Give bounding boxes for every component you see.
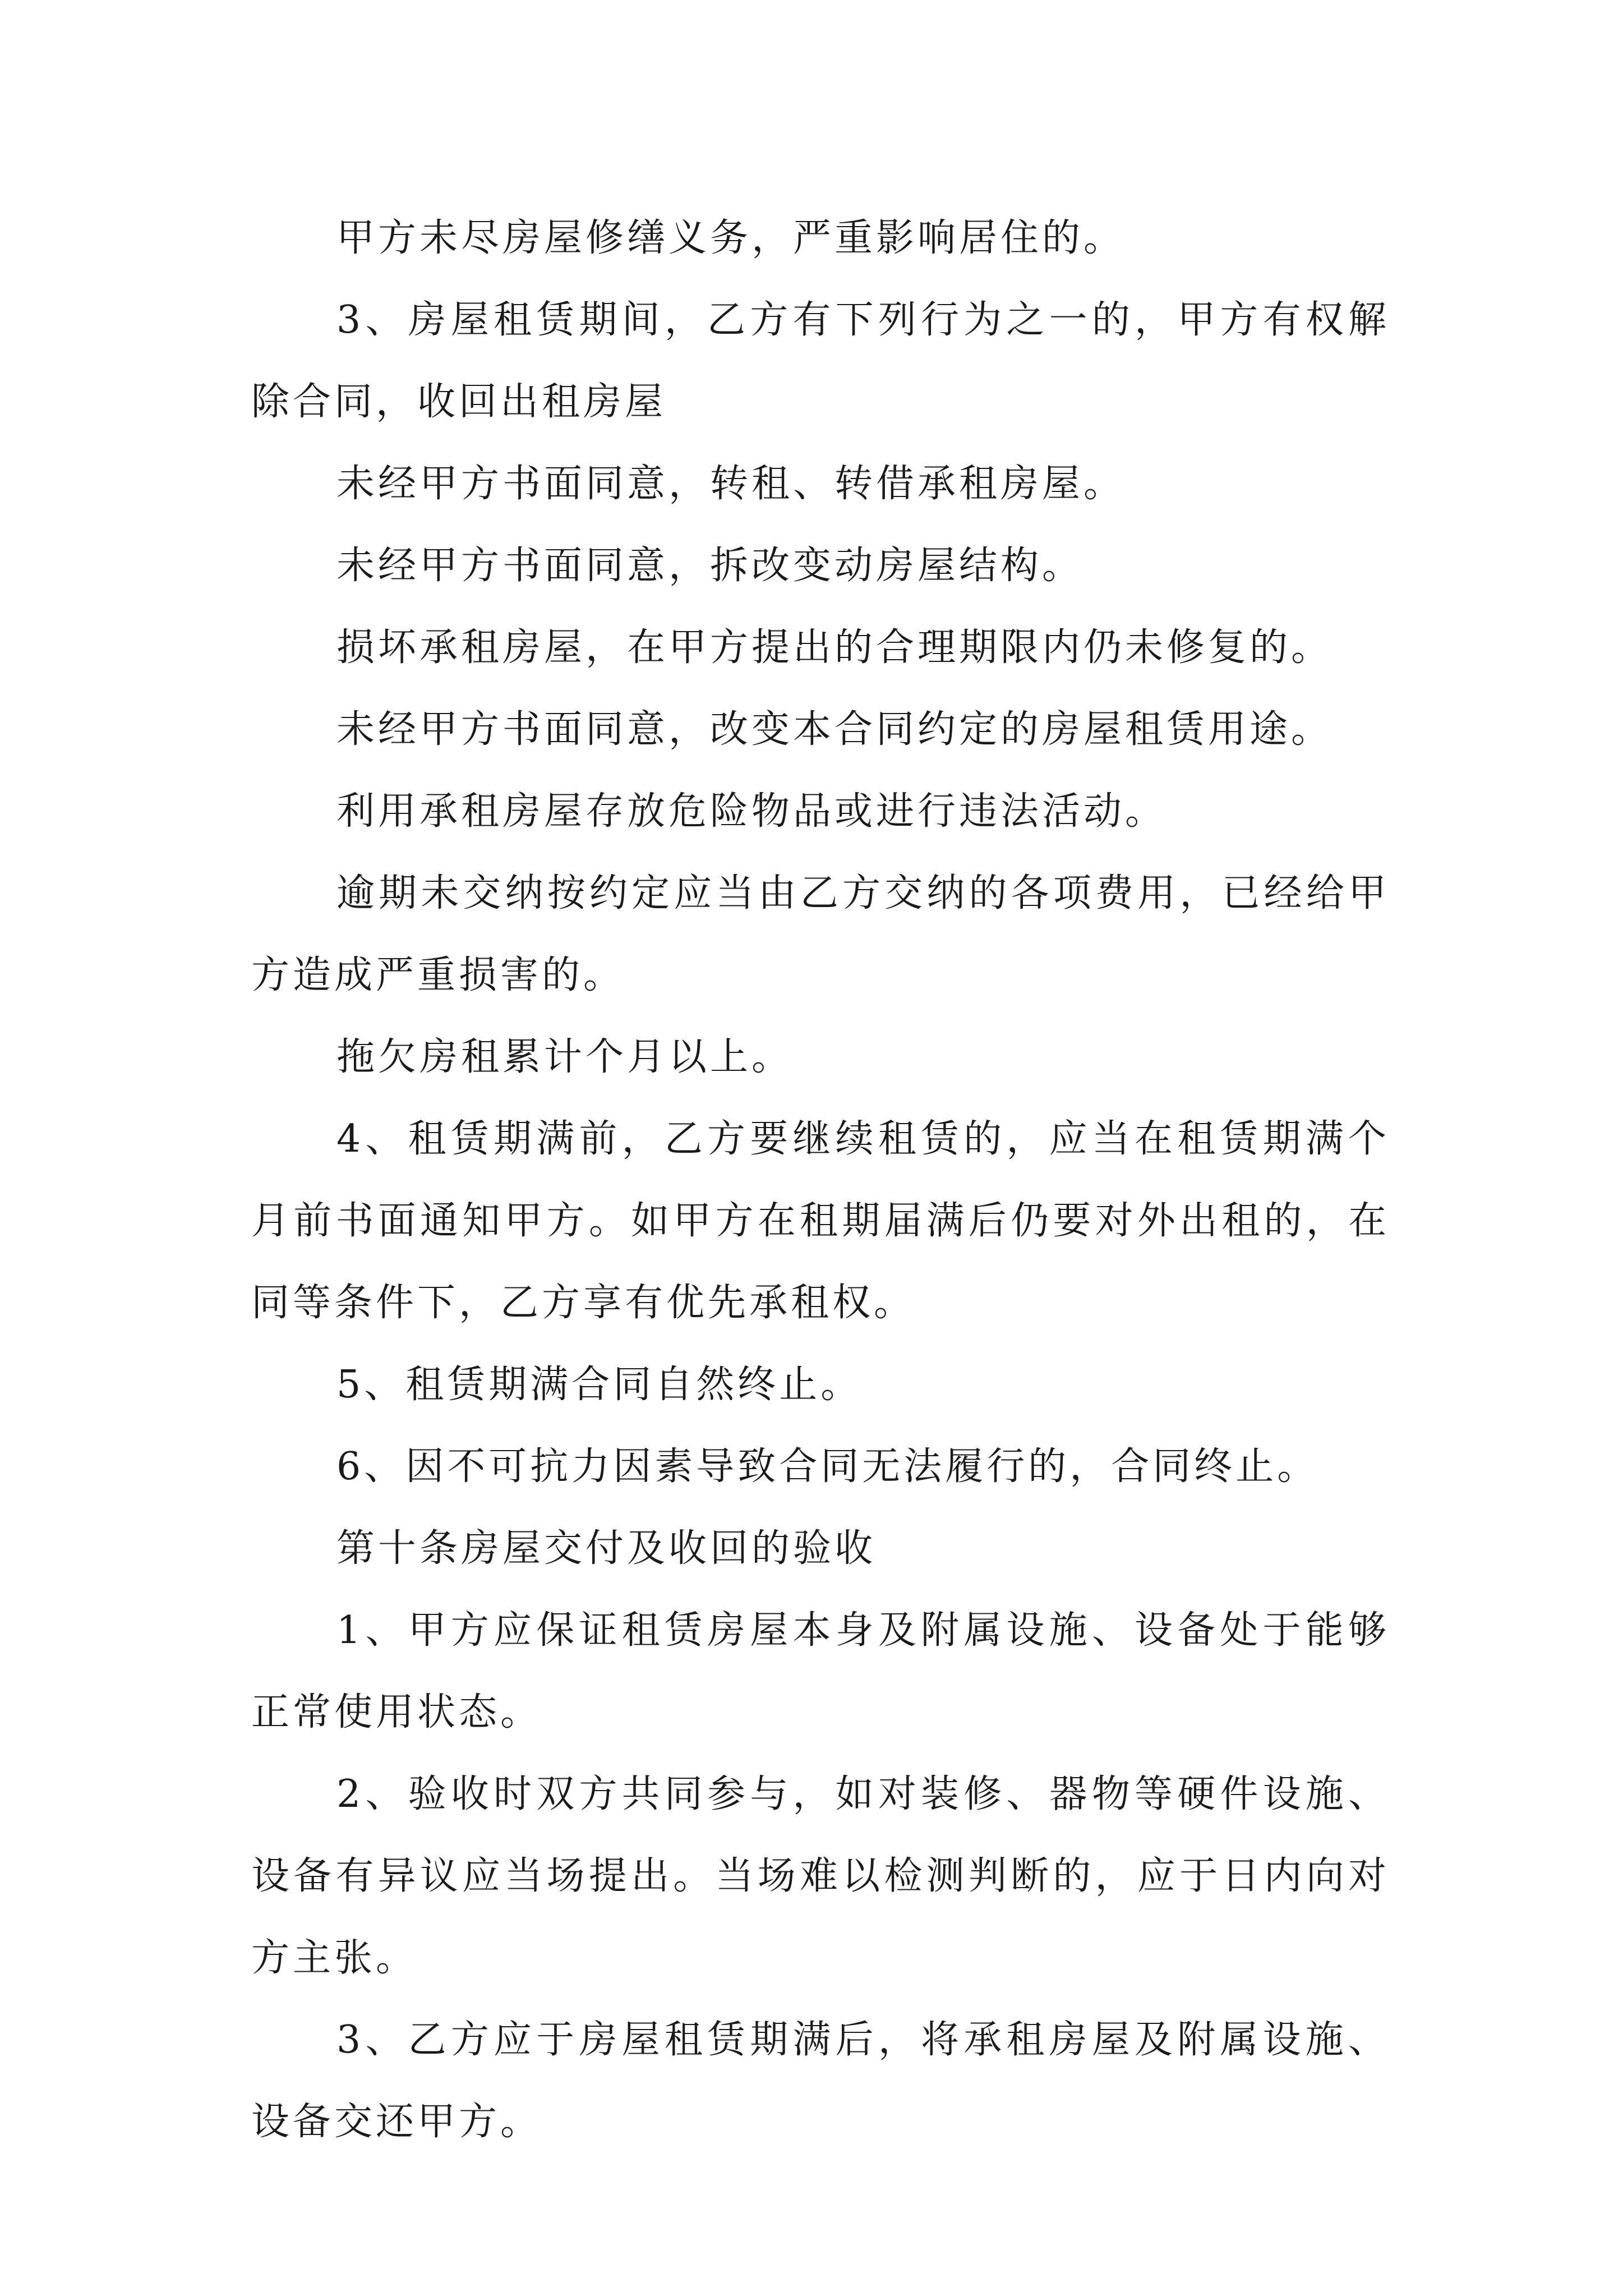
paragraph: 2、验收时双方共同参与，如对装修、器物等硬件设施、设备有异议应当场提出。当场难以检测判断的，应于日内向对方主张。: [251, 1772, 1390, 1980]
paragraph: 未经甲方书面同意，拆改变动房屋结构。: [336, 544, 1084, 588]
paragraph: 逾期未交纳按约定应当由乙方交纳的各项费用，已经给甲方造成严重损害的。: [251, 871, 1390, 997]
paragraph: 5、租赁期满合同自然终止。: [336, 1363, 863, 1407]
paragraph: 甲方未尽房屋修缮义务，严重影响居住的。: [336, 216, 1126, 260]
paragraph: 1、甲方应保证租赁房屋本身及附属设施、设备处于能够正常使用状态。: [251, 1608, 1390, 1734]
paragraph: 利用承租房屋存放危险物品或进行违法活动。: [336, 789, 1167, 834]
section-heading: 第十条房屋交付及收回的验收: [336, 1526, 877, 1571]
paragraph: 拖欠房租累计个月以上。: [336, 1035, 794, 1079]
paragraph: 6、因不可抗力因素导致合同无法履行的，合同终止。: [336, 1444, 1319, 1489]
paragraph: 3、房屋租赁期间，乙方有下列行为之一的，甲方有权解除合同，收回出租房屋: [251, 298, 1390, 424]
document-body: [251, 197, 1390, 2163]
paragraph: 3、乙方应于房屋租赁期满后，将承租房屋及附属设施、设备交还甲方。: [251, 2018, 1390, 2144]
paragraph: 未经甲方书面同意，转租、转借承租房屋。: [336, 462, 1126, 506]
paragraph: 4、租赁期满前，乙方要继续租赁的，应当在租赁期满个月前书面通知甲方。如甲方在租期届满后仍要对外出租的，在同等条件下，乙方享有优先承租权。: [251, 1117, 1390, 1325]
paragraph: 未经甲方书面同意，改变本合同约定的房屋租赁用途。: [336, 707, 1333, 752]
paragraph: 损坏承租房屋，在甲方提出的合理期限内仍未修复的。: [336, 625, 1333, 670]
